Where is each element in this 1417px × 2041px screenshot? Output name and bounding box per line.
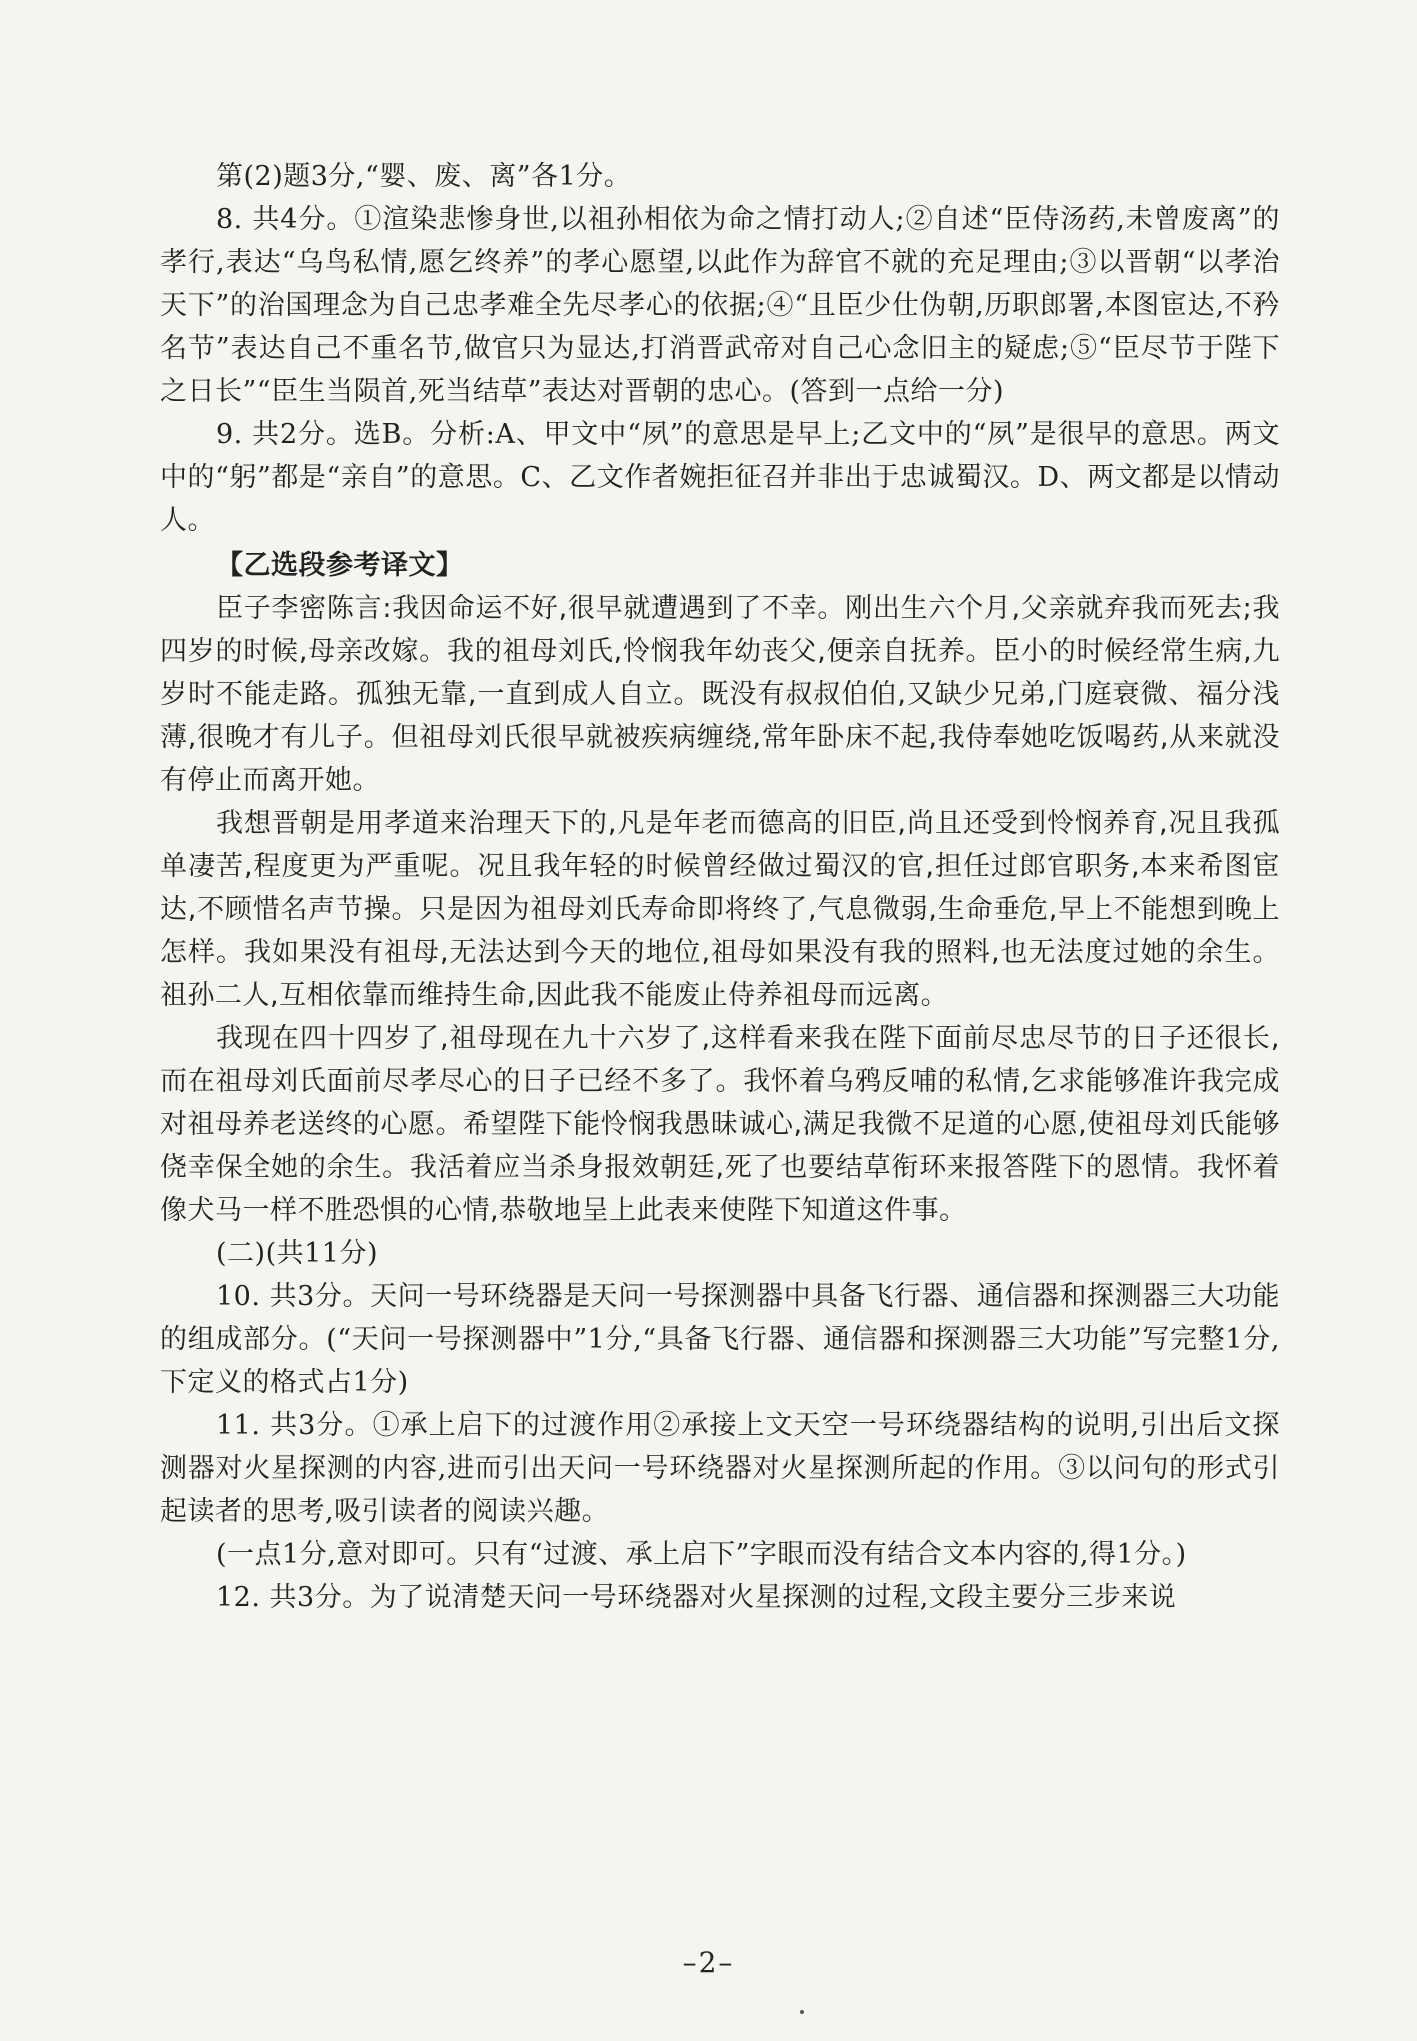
- answer-q11: 11. 共3分。①承上启下的过渡作用②承接上文天空一号环绕器结构的说明,引出后文探测器对火星探测的内容,进而引出天问一号环绕器对火星探测所起的作用。③以问句的形式引起读者的思考,吸引读者的阅读兴趣。: [160, 1410, 1280, 1527]
- scan-dot-mark: [800, 2010, 804, 2014]
- document-body: [160, 155, 1280, 1619]
- section-two-heading: (二)(共11分): [216, 1238, 378, 1269]
- page-number: –2–: [682, 1946, 735, 1979]
- answer-line-q7-part2: 第(2)题3分,“婴、废、离”各1分。: [216, 161, 632, 192]
- answer-q8: 8. 共4分。①渲染悲惨身世,以祖孙相依为命之情打动人;②自述“臣侍汤药,未曾废离”的孝行,表达“乌鸟私情,愿乞终养”的孝心愿望,以此作为辞官不就的充足理由;③以晋朝“以孝治天下”的治国理念为自己忠孝难全先尽孝心的依据;④“且臣少仕伪朝,历职郎署,本图宦达,不矜名节”表达自己不重名节,做官只为显达,打消晋武帝对自己心念旧主的疑虑;⑤“臣尽节于陛下之日长”“臣生当陨首,死当结草”表达对晋朝的忠心。(答到一点给一分): [160, 204, 1280, 407]
- answer-q10: 10. 共3分。天问一号环绕器是天问一号探测器中具备飞行器、通信器和探测器三大功能的组成部分。(“天问一号探测器中”1分,“具备飞行器、通信器和探测器三大功能”写完整1分,下定义的格式占1分): [160, 1281, 1280, 1398]
- answer-q12: 12. 共3分。为了说清楚天问一号环绕器对火星探测的过程,文段主要分三步来说: [216, 1582, 1177, 1613]
- translation-heading: 【乙选段参考译文】: [216, 550, 464, 581]
- answer-q9: 9. 共2分。选B。分析:A、甲文中“夙”的意思是早上;乙文中的“夙”是很早的意思。两文中的“躬”都是“亲自”的意思。C、乙文作者婉拒征召并非出于忠诚蜀汉。D、两文都是以情动人。: [160, 419, 1280, 536]
- translation-paragraph-1: 臣子李密陈言:我因命运不好,很早就遭遇到了不幸。刚出生六个月,父亲就弃我而死去;我四岁的时候,母亲改嫁。我的祖母刘氏,怜悯我年幼丧父,便亲自抚养。臣小的时候经常生病,九岁时不能走路。孤独无靠,一直到成人自立。既没有叔叔伯伯,又缺少兄弟,门庭衰微、福分浅薄,很晚才有儿子。但祖母刘氏很早就被疾病缠绕,常年卧床不起,我侍奉她吃饭喝药,从来就没有停止而离开她。: [160, 593, 1280, 796]
- translation-paragraph-2: 我想晋朝是用孝道来治理天下的,凡是年老而德高的旧臣,尚且还受到怜悯养育,况且我孤单凄苦,程度更为严重呢。况且我年轻的时候曾经做过蜀汉的官,担任过郎官职务,本来希图宦达,不顾惜名声节操。只是因为祖母刘氏寿命即将终了,气息微弱,生命垂危,早上不能想到晚上怎样。我如果没有祖母,无法达到今天的地位,祖母如果没有我的照料,也无法度过她的余生。祖孙二人,互相依靠而维持生命,因此我不能废止侍养祖母而远离。: [160, 808, 1280, 1011]
- answer-q11-scoring-note: (一点1分,意对即可。只有“过渡、承上启下”字眼而没有结合文本内容的,得1分。): [216, 1539, 1187, 1570]
- translation-paragraph-3: 我现在四十四岁了,祖母现在九十六岁了,这样看来我在陛下面前尽忠尽节的日子还很长,而在祖母刘氏面前尽孝尽心的日子已经不多了。我怀着乌鸦反哺的私情,乞求能够准许我完成对祖母养老送终的心愿。希望陛下能怜悯我愚昧诚心,满足我微不足道的心愿,使祖母刘氏能够侥幸保全她的余生。我活着应当杀身报效朝廷,死了也要结草衔环来报答陛下的恩情。我怀着像犬马一样不胜恐惧的心情,恭敬地呈上此表来使陛下知道这件事。: [160, 1023, 1280, 1226]
